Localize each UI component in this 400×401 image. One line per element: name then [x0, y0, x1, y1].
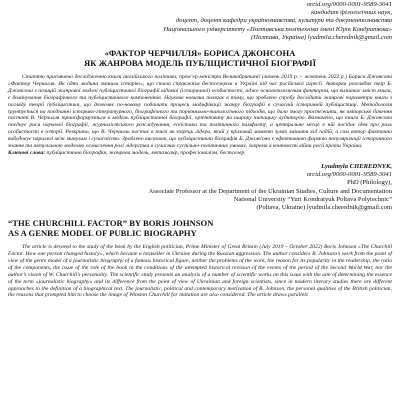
author-block-uk — [8, 1, 392, 42]
title-en-line1: “THE CHURCHILL FACTOR” BY BORIS JOHNSON — [8, 218, 214, 229]
position-uk: доцент, доцент кафедри українознавства, культури та документознавства — [175, 17, 392, 25]
university-en: National University “Yuri Kondratyuk Poltava Polytechnic” — [233, 195, 392, 203]
university-uk: Національного університету «Полтавська політехніка імені Юрія Кондратюка» — [163, 25, 392, 33]
keywords-uk — [8, 150, 392, 157]
title-en — [8, 218, 392, 238]
title-uk-line1: «ФАКТОР ЧЕРЧИЛЛЯ» БОРИСА ДЖОНСОНА — [104, 48, 296, 59]
abstract-en: The article is devoted to the study of the book by the English politician, Prime Minister of Great Britain (July 2019 – October 2022) Boris Johnson «The Churchill Factor. How one person changed history», which became a bestseller in Ukraine during the Russian aggression. The author considers B. Johnson’s work from the point of view of the genre model of a journalistic biography of a famous historical figure, neither the problems of the work, the reason for its popularity in the readership, the ratio of the components, the issue of the role of the book in the conditions of the attempted historical revision of the events of the period of the Second World War, nor the author’s vision of W. Churchill’s personality. The scientific study presents an analysis of a number of scientific works on this issue with the aim of determining the essence of the term «journalistic biography» and its difference from the point of view of Ukrainian and foreign scientists, since in modern literary studies there are different approaches to the definition of a biographical text. The journalistic, political and contemporary motivation of B. Johnson, the personal qualities of the British politician, the reasons that prompted him to choose the image of Winston Churchill for imitation are also considered. The article draws parallels — [8, 244, 392, 299]
author-block-en — [8, 163, 392, 212]
degree-uk: кандидат філологічних наук, — [311, 9, 392, 17]
degree-en: PhD (Philology), — [346, 179, 392, 187]
title-en-line2: AS A GENRE MODEL OF PUBLIC BIOGRAPHY — [8, 228, 197, 239]
orcid-en[interactable]: orcid.org/0000-0001-9589-3041 — [306, 171, 392, 179]
email-en[interactable]: (Poltava, Ukraine) lyudmila.cherednik@gmail.com — [256, 203, 392, 211]
author-name-en: Lyudmyla CHEREDNYK, — [321, 162, 392, 170]
position-en: Associate Professor at the Department of the Ukrainian Studies, Culture and Documentation — [148, 187, 392, 195]
title-uk — [8, 48, 392, 68]
email-uk[interactable]: (Полтава, Україна) lyudmila.cherednik@gmail.com — [251, 33, 392, 41]
keywords-label-uk: Ключові слова: — [8, 149, 46, 156]
orcid-uk[interactable]: orcid.org/0000-0001-9589-3041 — [306, 1, 392, 8]
keywords-text-uk: публіцистична біографія, жанрова модель, метажанр, професіоналізм, бестселер. — [46, 149, 246, 156]
title-uk-line2: ЯК ЖАНРОВА МОДЕЛЬ ПУБЛІЦИСТИЧНОЇ БІОГРАФІЇ — [84, 58, 316, 69]
abstract-uk: Статтю присвячено дослідженню книги англійського політика, прем’єр-міністра Великобританії (липень 2019 р. – жовтень 2022 р.) Бориса Джонсона «Фактор Черчилля. Як одна людина змінила історію», що стала справжнім бестселером в Україні під час російської агресії. Авторка розглядає твір Б. Джонсона з позицій жанрової моделі публіцистичної біографії відомої (історичної) особистості, адже основоположним фактором, що визначає зміст книги, є домінування біографічного та публіцистичного компонентів. Наукова новизна полягає в тому, що зроблено спробу дослідити жанрові параметри книги з погляду теорії публіцистики, що дозволяє по-новому побачити процеси модифікації жанру біографії в сучасній історичній публіцистиці. Методологія ґрунтується на поєднанні історико-літературного, біографічного та порівняльно-типологічного підходів, що дало змогу простежити, як авторське бачення постаті В. Черчилля трансформується в модель публіцистичної біографії, орієнтовану на широку читацьку аудиторію. Визначено, що книга Б. Джонсона поєднує риси наукової біографії, журналістського розслідування, есеїстики та політичного памфлету, а центральне місце в ній посідає ідея про роль особистості в історії. Розкрито, що В. Черчилль постає в книзі як взірець лідера, який у кризовий момент зумів змінити хід подій, а сам автор фактично вибудовує паралелі між минулим і сучасністю. Зроблено висновок, що публіцистична біографія Б. Джонсона є ефективною формою популяризації історичного знання та актуальною моделлю осмислення ролі лідерства в сучасних суспільно-політичних умовах, зокрема в контексті війни росії проти України. — [8, 74, 392, 150]
document-page — [0, 1, 400, 401]
